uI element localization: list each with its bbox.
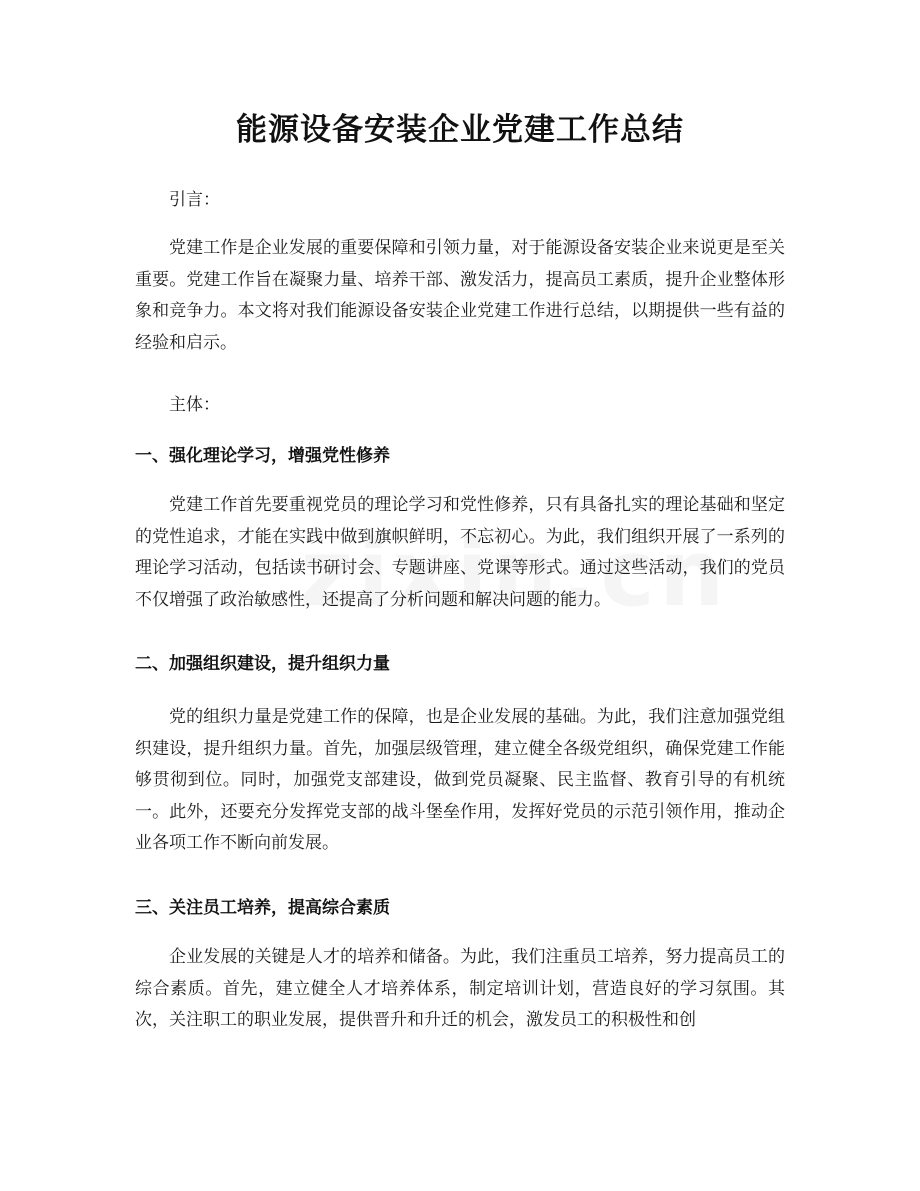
- section-paragraph-3: 企业发展的关键是人才的培养和储备。为此，我们注重员工培养，努力提高员工的综合素质。首先，建立健全人才培养体系，制定培训计划，营造良好的学习氛围。其次，关注职工的职业发展，提供晋升和升迁的机会，激发员工的积极性和创: [135, 947, 785, 1030]
- section-heading-3: 三、关注员工培养，提高综合素质: [135, 898, 390, 918]
- page-title: 能源设备安装企业党建工作总结: [236, 112, 684, 148]
- section-heading-1: 一、强化理论学习，增强党性修养: [135, 446, 390, 466]
- intro-label: 引言：: [169, 190, 220, 210]
- section-heading-2: 二、加强组织建设，提升组织力量: [135, 654, 390, 674]
- section-paragraph-1: 党建工作首先要重视党员的理论学习和党性修养，只有具备扎实的理论基础和坚定的党性追求，才能在实践中做到旗帜鲜明，不忘初心。为此，我们组织开展了一系列的理论学习活动，包括读书研讨会、专题讲座、党课等形式。通过这些活动，我们的党员不仅增强了政治敏感性，还提高了分析问题和解决问题的能力。: [135, 495, 785, 610]
- section-paragraph-2: 党的组织力量是党建工作的保障，也是企业发展的基础。为此，我们注意加强党组织建设，提升组织力量。首先，加强层级管理，建立健全各级党组织，确保党建工作能够贯彻到位。同时，加强党支部建设，做到党员凝聚、民主监督、教育引导的有机统一。此外，还要充分发挥党支部的战斗堡垒作用，发挥好党员的示范引领作用，推动企业各项工作不断向前发展。: [135, 707, 785, 853]
- intro-paragraph: 党建工作是企业发展的重要保障和引领力量，对于能源设备安装企业来说更是至关重要。党建工作旨在凝聚力量、培养干部、激发活力，提高员工素质，提升企业整体形象和竞争力。本文将对我们能源设备安装企业党建工作进行总结，以期提供一些有益的经验和启示。: [135, 238, 785, 353]
- body-label: 主体：: [169, 395, 220, 415]
